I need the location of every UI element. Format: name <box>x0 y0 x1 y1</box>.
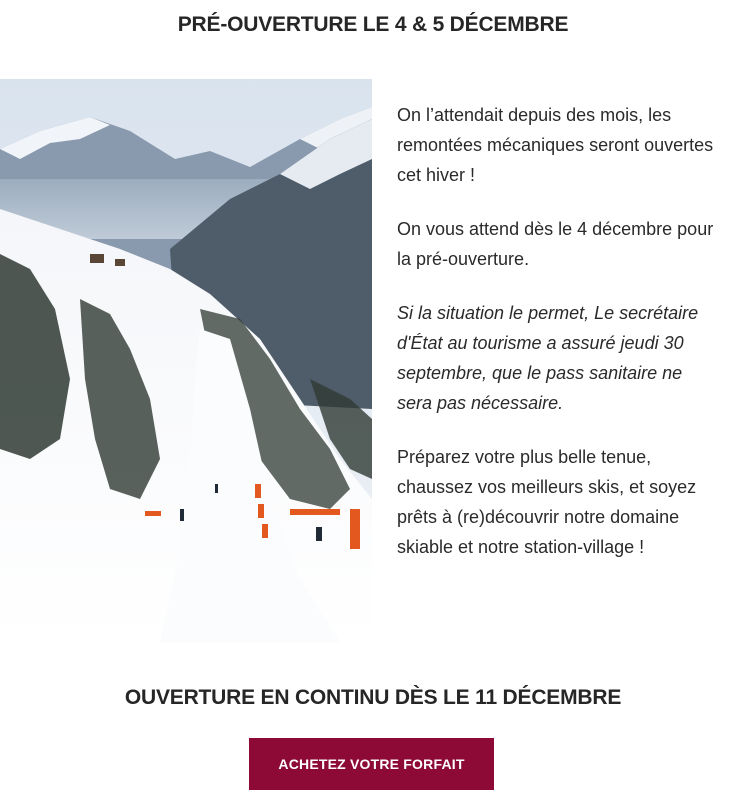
continuous-opening-title: OUVERTURE EN CONTINU DÈS LE 11 DÉCEMBRE <box>124 686 622 709</box>
paragraph-preopening-date: On vous attend dès le 4 décembre pour la pré-ouverture. <box>397 219 714 269</box>
pre-opening-title: PRÉ-OUVERTURE LE 4 & 5 DÉCEMBRE <box>177 13 569 36</box>
ski-slope-photo <box>0 79 372 642</box>
intro-text <box>397 100 717 586</box>
buy-pass-button[interactable]: ACHETEZ VOTRE FORFAIT <box>249 738 494 790</box>
paragraph-waiting: On l’attendait depuis des mois, les remontées mécaniques seront ouvertes cet hiver ! <box>397 105 714 185</box>
paragraph-get-ready: Préparez votre plus belle tenue, chaussez vos meilleurs skis, et soyez prêts à (re)découvrir notre domaine skiable et notre station-village ! <box>397 447 697 557</box>
paragraph-health-pass: Si la situation le permet, Le secrétaire d'État au tourisme a assuré jeudi 30 septembre, que le pass sanitaire ne sera pas nécessaire. <box>397 303 699 413</box>
